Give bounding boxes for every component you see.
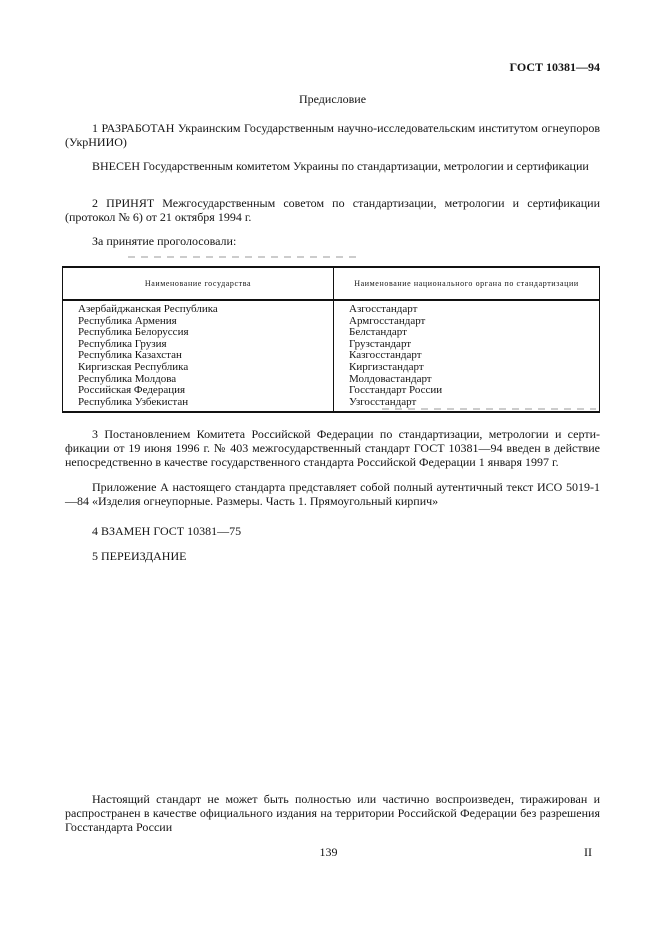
page-number: 139 (319, 845, 338, 859)
state-cell: Республика Узбекистан (63, 397, 334, 413)
paragraph-submitted: ВНЕСЕН Государственным комитетом Украины по стандартизации, метрологии и сертификации (92, 159, 589, 173)
body-cell: Молдовастандарт (349, 373, 432, 385)
body-cell: Киргизстандарт (349, 361, 424, 373)
table-row (63, 316, 600, 328)
copyright-notice: Настоящий стандарт не может быть полностью или частично воспроизведен, тиражирован и распространен в качестве официального издания на территории Российской Федерации без разрешения Госстандарта России (65, 792, 600, 834)
sheet-number: II (584, 845, 592, 859)
body-cell: Казгосстандарт (349, 350, 422, 362)
table-row (63, 339, 600, 351)
state-cell: Российская Федерация (63, 385, 334, 397)
column-header-state: Наименование государства (63, 267, 334, 300)
table-row (63, 350, 600, 362)
state-cell: Республика Белоруссия (63, 327, 334, 339)
paragraph-reissue: 5 ПЕРЕИЗДАНИЕ (92, 549, 187, 563)
doc-number: ГОСТ 10381—94 (509, 60, 600, 74)
table-row (63, 327, 600, 339)
state-cell: Киргизская Республика (63, 362, 334, 374)
column-header-body: Наименование национального органа по стандартизации (334, 267, 600, 300)
table-row (63, 397, 600, 413)
paragraph-adopted: 2 ПРИНЯТ Межгосударственным советом по стандартизации, метрологии и сертификации (протокол № 6) от 21 октября 1994 г. (65, 196, 600, 224)
body-cell: Азгосстандарт (349, 303, 418, 315)
state-cell: Республика Казахстан (63, 350, 334, 362)
vote-table-header-row (63, 267, 600, 300)
page-title: Предисловие (298, 92, 367, 106)
body-cell: Узгосстандарт (349, 396, 417, 408)
state-cell: Республика Армения (63, 316, 334, 328)
paragraph-vote-intro: За принятие проголосовали: (92, 234, 237, 248)
body-cell: Белстандарт (349, 327, 407, 339)
vote-table (62, 266, 600, 413)
paragraph-replaces: 4 ВЗАМЕН ГОСТ 10381—75 (92, 524, 242, 538)
table-row (63, 385, 600, 397)
body-cell: Армгосстандарт (349, 315, 426, 327)
table-row (63, 362, 600, 374)
table-row (63, 374, 600, 386)
body-cell: Грузстандарт (349, 338, 412, 350)
page-footer (65, 845, 592, 859)
state-cell: Азербайджанская Республика (63, 300, 334, 316)
paragraph-annex: Приложение А настоящего стандарта представляет собой полный аутентичный текст ИСО 5019-1—84 «Изделия огнеупорные. Размеры. Часть 1. Прямоугольный кирпич» (65, 480, 600, 508)
state-cell: Республика Грузия (63, 339, 334, 351)
state-cell: Республика Молдова (63, 374, 334, 386)
paragraph-developed: 1 РАЗРАБОТАН Украинским Государственным научно-исследовательским институтом огнеупоров (УкрНИИО) (65, 121, 600, 149)
scan-artifact (382, 408, 596, 410)
body-cell: Госстандарт России (349, 385, 443, 397)
scan-artifact (128, 256, 360, 258)
table-row (63, 300, 600, 316)
paragraph-enacted: 3 Постановлением Комитета Российской Федерации по стандартизации, метрологии и сертификации от 19 июня 1996 г. № 403 межгосударственный стандарт ГОСТ 10381—94 введен в действие непосредственно в качестве государственного стандарта Российской Федерации 1 января 1997 г. (65, 427, 600, 469)
